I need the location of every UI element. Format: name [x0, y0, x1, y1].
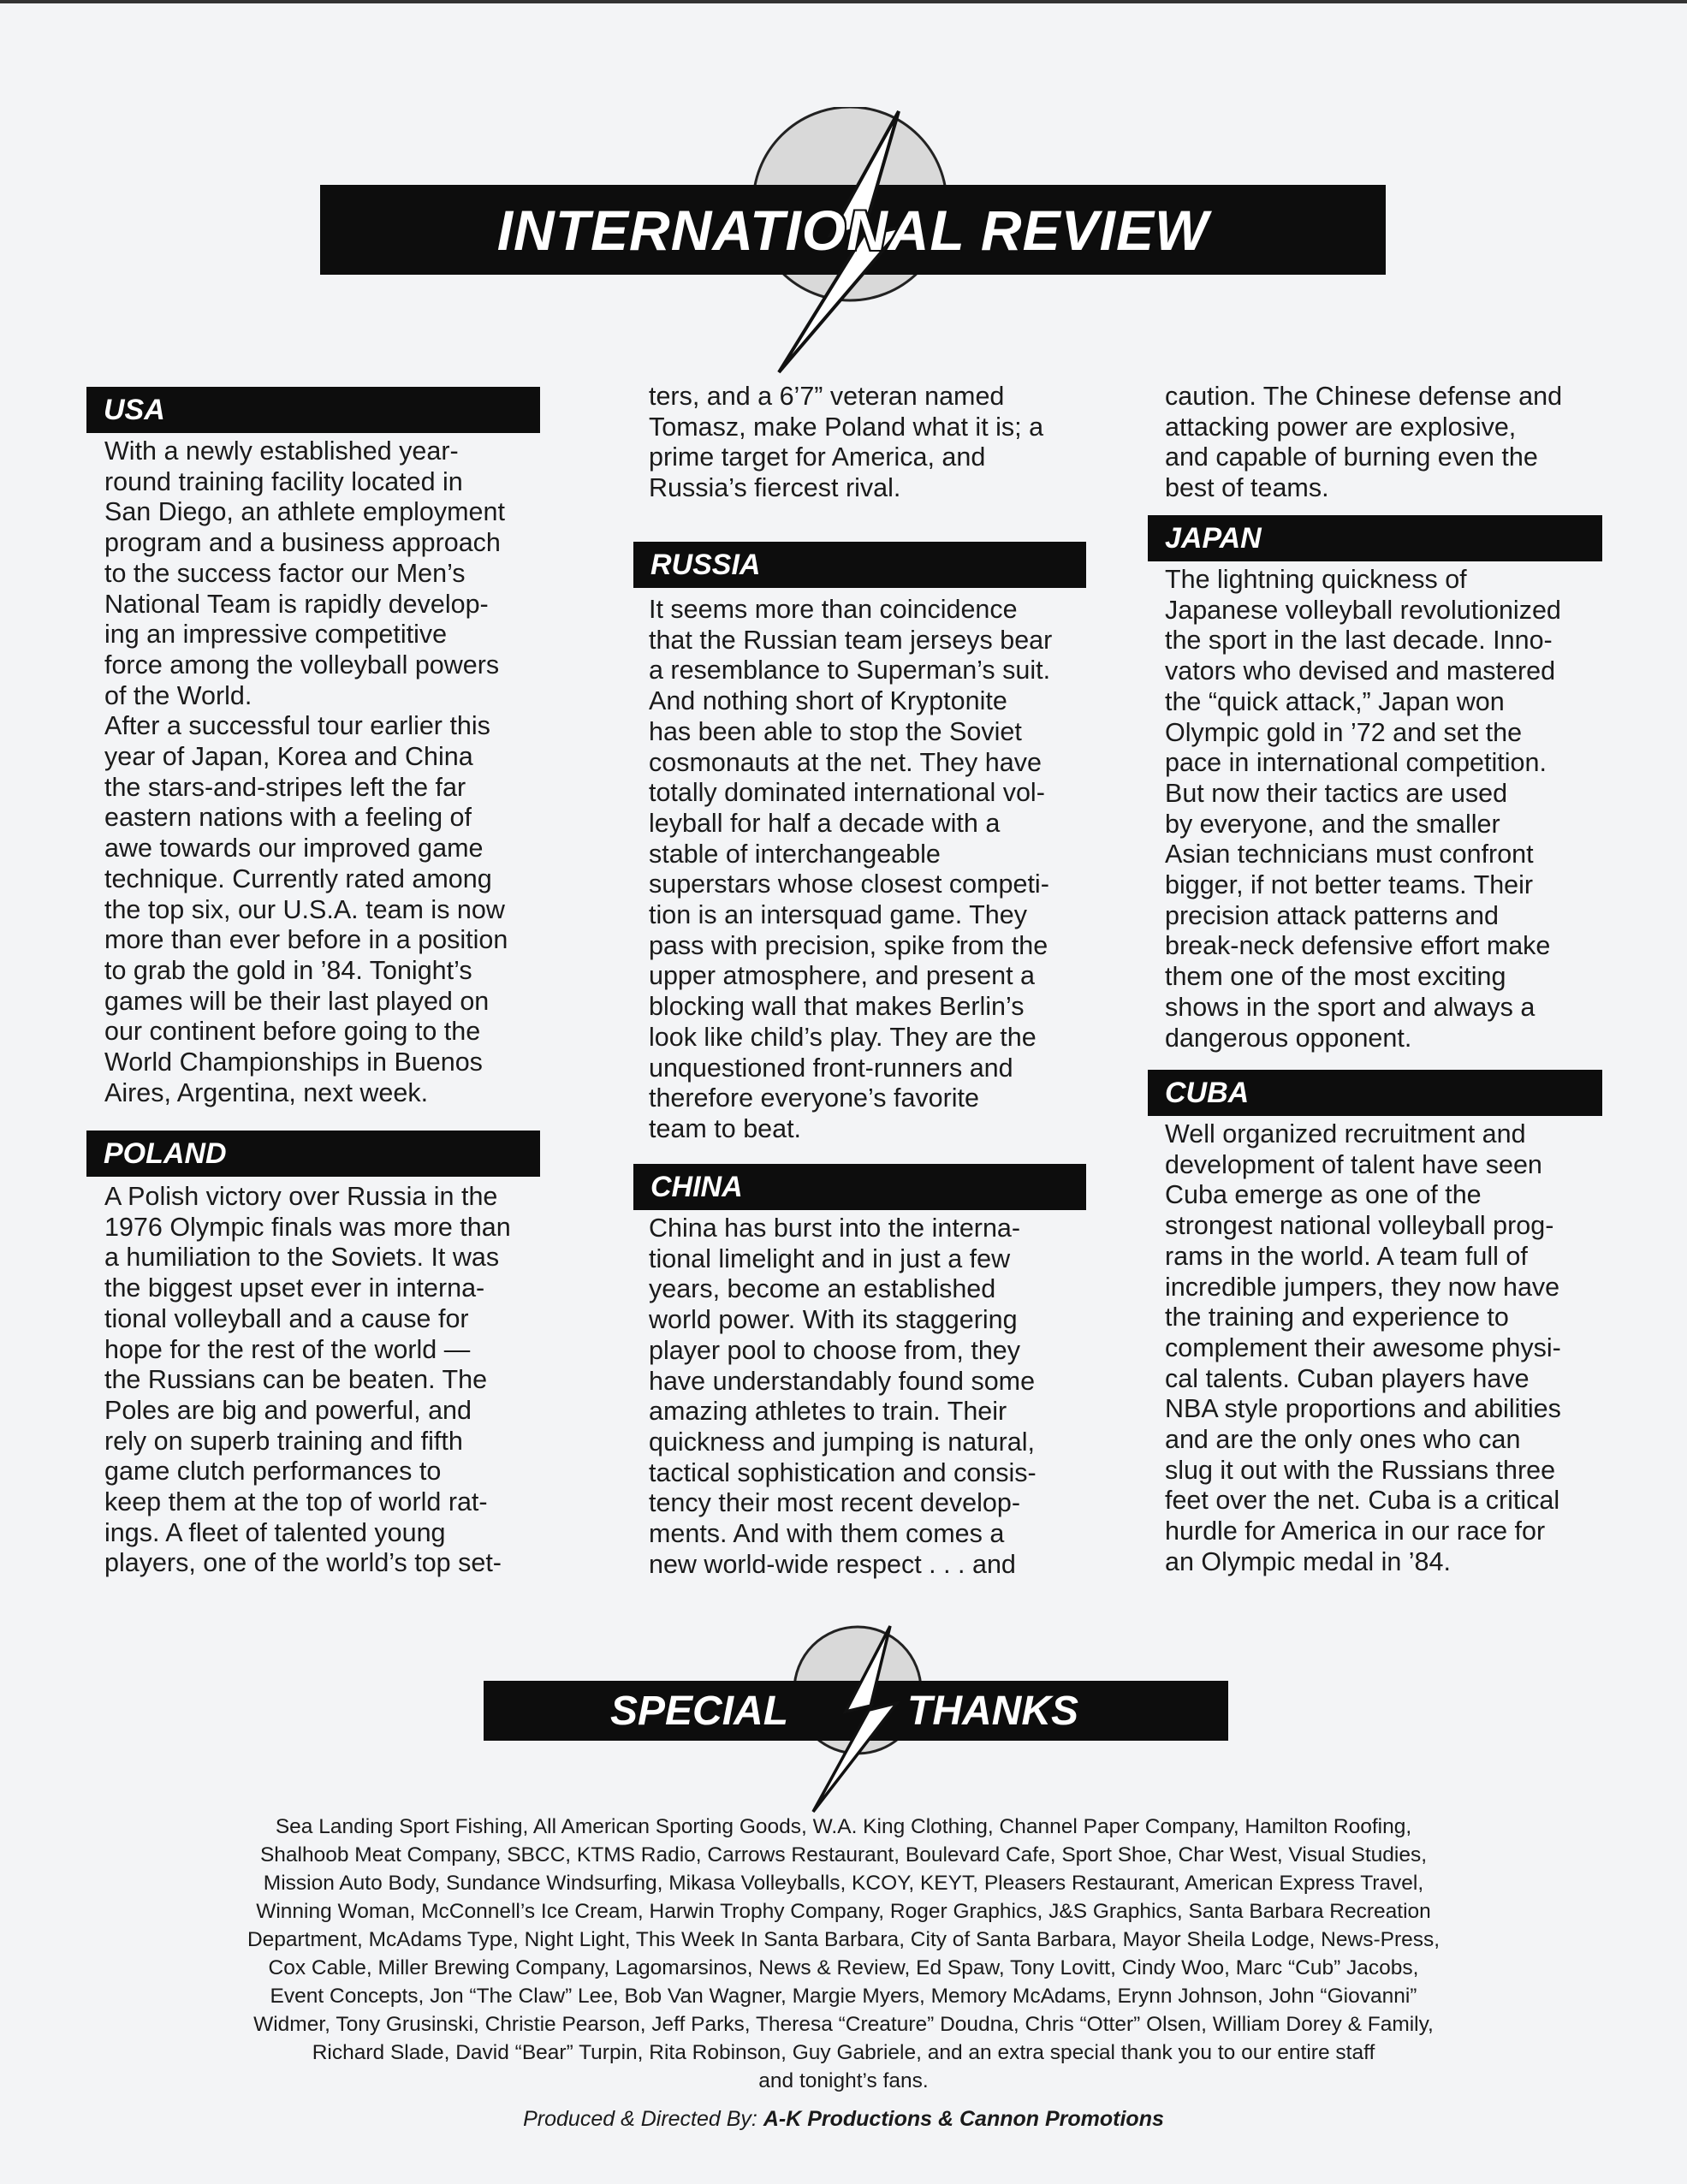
text-line: tactical sophistication and consis- [649, 1457, 1037, 1487]
text-line: hope for the rest of the world — [104, 1334, 471, 1364]
section-text-poland [104, 1182, 511, 1579]
text-line: ing an impressive competitive [104, 620, 448, 650]
text-line: Poles are big and powerful, and [104, 1395, 472, 1425]
text-line: games will be their last played on [104, 986, 490, 1016]
text-line: shows in the sport and always a [1165, 992, 1536, 1022]
text-line: game clutch performances to [104, 1457, 442, 1487]
text-line: development of talent have seen [1165, 1149, 1542, 1179]
text-line: blocking wall that makes Berlin’s [649, 992, 1025, 1022]
text-line: ings. A fleet of talented young [104, 1517, 446, 1547]
text-line: bigger, if not better teams. Their [1165, 870, 1534, 900]
text-line: pace in international competition. [1165, 748, 1547, 778]
text-line: hurdle for America in our race for [1165, 1516, 1546, 1546]
text-line: to the success factor our Men’s [104, 558, 466, 588]
text-line: vators who devised and mastered [1165, 656, 1556, 686]
text-line: our continent before going to the [104, 1017, 481, 1047]
text-line: stable of interchangeable [649, 839, 941, 869]
text-line: rams in the world. A team full of [1165, 1241, 1528, 1271]
text-line: Olympic gold in ’72 and set the [1165, 717, 1523, 747]
text-line: players, one of the world’s top set- [104, 1548, 502, 1578]
text-line: and tonight’s fans. [758, 2069, 929, 2092]
special-thanks-title-right: THANKS [907, 1688, 1078, 1734]
text-line: The lightning quickness of [1165, 565, 1467, 594]
text-line: force among the volleyball powers [104, 650, 500, 680]
text-line: prime target for America, and [649, 442, 986, 472]
text-line: After a successful tour earlier this [104, 711, 490, 741]
text-line: complement their awesome physi- [1165, 1332, 1561, 1362]
text-line: the stars-and-stripes left the far [104, 772, 466, 802]
text-line: quickness and jumping is natural, [649, 1427, 1035, 1457]
text-line: incredible jumpers, they now have [1165, 1272, 1560, 1302]
text-line: therefore everyone’s favorite [649, 1083, 979, 1113]
text-line: have understandably found some [649, 1366, 1036, 1396]
text-line: It seems more than coincidence [649, 595, 1018, 624]
text-line: tency their most recent develop- [649, 1488, 1020, 1518]
text-line: the Russians can be beaten. The [104, 1365, 488, 1395]
section-text-russia [649, 595, 1052, 1145]
text-line: tional limelight and in just a few [649, 1243, 1011, 1273]
text-line: the top six, our U.S.A. team is now [104, 894, 505, 924]
text-line: ments. And with them comes a [649, 1519, 1005, 1549]
text-line: tional volleyball and a cause for [104, 1303, 469, 1333]
text-line: attacking power are explosive, [1165, 412, 1517, 442]
section-text-poland-continued [649, 382, 1043, 504]
text-line: Winning Woman, McConnell’s Ice Cream, Harwin Trophy Company, Roger Graphics, J&S Graphics, Santa Barbara Recreation [256, 1900, 1431, 1923]
text-line: Richard Slade, David “Bear” Turpin, Rita Robinson, Guy Gabriele, and an extra special thank you to our entire staff [312, 2041, 1375, 2064]
text-line: rely on superb training and fifth [104, 1426, 463, 1456]
text-line: Cox Cable, Miller Brewing Company, Lagomarsinos, News & Review, Ed Spaw, Tony Lovitt, Cindy Woo, Marc “Cub” Jacobs, [268, 1956, 1419, 1979]
section-text-cuba [1165, 1119, 1561, 1578]
text-line: and are the only ones who can [1165, 1425, 1521, 1455]
text-line: awe towards our improved game [104, 834, 484, 864]
text-line: team to beat. [649, 1113, 802, 1143]
text-line: World Championships in Buenos [104, 1047, 483, 1077]
text-line: slug it out with the Russians three [1165, 1455, 1556, 1485]
text-line: amazing athletes to train. Their [649, 1397, 1007, 1427]
text-line: year of Japan, Korea and China [104, 742, 473, 772]
section-header-russia: RUSSIA [633, 542, 1086, 588]
section-text-usa [104, 436, 508, 1108]
text-line: upper atmosphere, and present a [649, 961, 1036, 991]
text-line: a resemblance to Superman’s suit. [649, 656, 1051, 685]
text-line: Tomasz, make Poland what it is; a [649, 412, 1044, 442]
producer-names: A-K Productions & Cannon Promotions [763, 2107, 1164, 2131]
text-line: Department, McAdams Type, Night Light, This Week In Santa Barbara, City of Santa Barbara, Mayor Sheila Lodge, News-Press, [247, 1928, 1440, 1951]
text-line: program and a business approach [104, 528, 501, 558]
text-line: a humiliation to the Soviets. It was [104, 1243, 500, 1273]
text-line: But now their tactics are used [1165, 778, 1508, 808]
text-line: new world-wide respect . . . and [649, 1549, 1016, 1579]
page-top-edge [0, 0, 1687, 3]
lightning-bolt-icon [787, 1622, 933, 1819]
text-line: to grab the gold in ’84. Tonight’s [104, 955, 472, 985]
special-thanks-list [154, 1813, 1533, 2095]
text-line: Russia’s fiercest rival. [649, 473, 901, 503]
text-line: 1976 Olympic finals was more than [104, 1212, 511, 1242]
text-line: precision attack patterns and [1165, 900, 1499, 930]
section-header-usa: USA [86, 387, 540, 433]
text-line: caution. The Chinese defense and [1165, 382, 1563, 411]
text-line: the “quick attack,” Japan won [1165, 686, 1505, 716]
text-line: With a newly established year- [104, 436, 459, 466]
text-line: best of teams. [1165, 473, 1329, 503]
text-line: cal talents. Cuban players have [1165, 1363, 1530, 1393]
text-line: by everyone, and the smaller [1165, 809, 1500, 839]
text-line: look like child’s play. They are the [649, 1022, 1037, 1052]
special-thanks-title-left: SPECIAL [610, 1688, 789, 1734]
text-line: Sea Landing Sport Fishing, All American Sporting Goods, W.A. King Clothing, Channel Paper Company, Hamilton Roofing, [275, 1815, 1412, 1838]
text-line: NBA style proportions and abilities [1165, 1394, 1561, 1424]
text-line: has been able to stop the Soviet [649, 716, 1022, 746]
text-line: eastern nations with a feeling of [104, 803, 472, 833]
text-line: Widmer, Tony Grusinski, Christie Pearson, Jeff Parks, Theresa “Creature” Doudna, Chris “Otter” Olsen, William Dorey & Family, [253, 2013, 1434, 2036]
text-line: the sport in the last decade. Inno- [1165, 626, 1553, 656]
text-line: Aires, Argentina, next week. [104, 1077, 429, 1107]
text-line: Asian technicians must confront [1165, 840, 1534, 869]
text-line: Well organized recruitment and [1165, 1119, 1526, 1148]
page-title: INTERNATIONAL REVIEW [496, 198, 1209, 262]
text-line: them one of the most exciting [1165, 962, 1506, 992]
produced-by-credit [0, 2107, 1687, 2132]
text-line: more than ever before in a position [104, 925, 508, 955]
text-line: And nothing short of Kryptonite [649, 686, 1007, 716]
text-line: technique. Currently rated among [104, 864, 492, 893]
text-line: and capable of burning even the [1165, 442, 1538, 472]
produced-label: Produced & Directed By: [523, 2107, 757, 2131]
text-line: the biggest upset ever in interna- [104, 1273, 485, 1303]
text-line: A Polish victory over Russia in the [104, 1182, 498, 1211]
section-header-japan: JAPAN [1148, 515, 1602, 561]
section-header-cuba: CUBA [1148, 1070, 1602, 1116]
section-text-china-continued [1165, 382, 1562, 504]
text-line: player pool to choose from, they [649, 1335, 1021, 1365]
section-text-china [649, 1214, 1037, 1580]
text-line: that the Russian team jerseys bear [649, 625, 1053, 655]
text-line: tion is an intersquad game. They [649, 900, 1027, 930]
text-line: of the World. [104, 680, 252, 710]
text-line: feet over the net. Cuba is a critical [1165, 1486, 1560, 1516]
text-line: Cuba emerge as one of the [1165, 1180, 1482, 1210]
text-line: China has burst into the interna- [649, 1214, 1021, 1243]
text-line: dangerous opponent. [1165, 1023, 1412, 1053]
text-line: years, become an established [649, 1274, 996, 1304]
text-line: round training facility located in [104, 466, 463, 496]
section-header-china: CHINA [633, 1164, 1086, 1210]
text-line: keep them at the top of world rat- [104, 1487, 488, 1517]
section-header-poland: POLAND [86, 1131, 540, 1177]
page-title-wrapper [320, 185, 1386, 275]
text-line: Mission Auto Body, Sundance Windsurfing, Mikasa Volleyballs, KCOY, KEYT, Pleasers Restaurant, American Express Travel, [263, 1872, 1424, 1895]
text-line: pass with precision, spike from the [649, 930, 1048, 960]
text-line: Shalhoob Meat Company, SBCC, KTMS Radio, Carrows Restaurant, Boulevard Cafe, Sport Shoe, Char West, Visual Studies, [259, 1843, 1428, 1866]
text-line: world power. With its staggering [649, 1305, 1018, 1335]
text-line: ters, and a 6’7” veteran named [649, 382, 1005, 411]
text-line: superstars whose closest competi- [649, 869, 1049, 899]
text-line: leyball for half a decade with a [649, 808, 1001, 838]
text-line: break-neck defensive effort make [1165, 931, 1551, 961]
text-line: cosmonauts at the net. They have [649, 747, 1042, 777]
text-line: totally dominated international vol- [649, 778, 1045, 808]
text-line: National Team is rapidly develop- [104, 589, 489, 619]
text-line: an Olympic medal in ’84. [1165, 1546, 1451, 1576]
text-line: the training and experience to [1165, 1303, 1509, 1332]
section-text-japan [1165, 565, 1561, 1053]
text-line: strongest national volleyball prog- [1165, 1211, 1554, 1241]
text-line: unquestioned front-runners and [649, 1053, 1013, 1083]
text-line: San Diego, an athlete employment [104, 497, 505, 527]
text-line: Japanese volleyball revolutionized [1165, 595, 1561, 625]
text-line: Event Concepts, Jon “The Claw” Lee, Bob Van Wagner, Margie Myers, Memory McAdams, Erynn Johnson, John “Giovanni” [270, 1985, 1417, 2008]
